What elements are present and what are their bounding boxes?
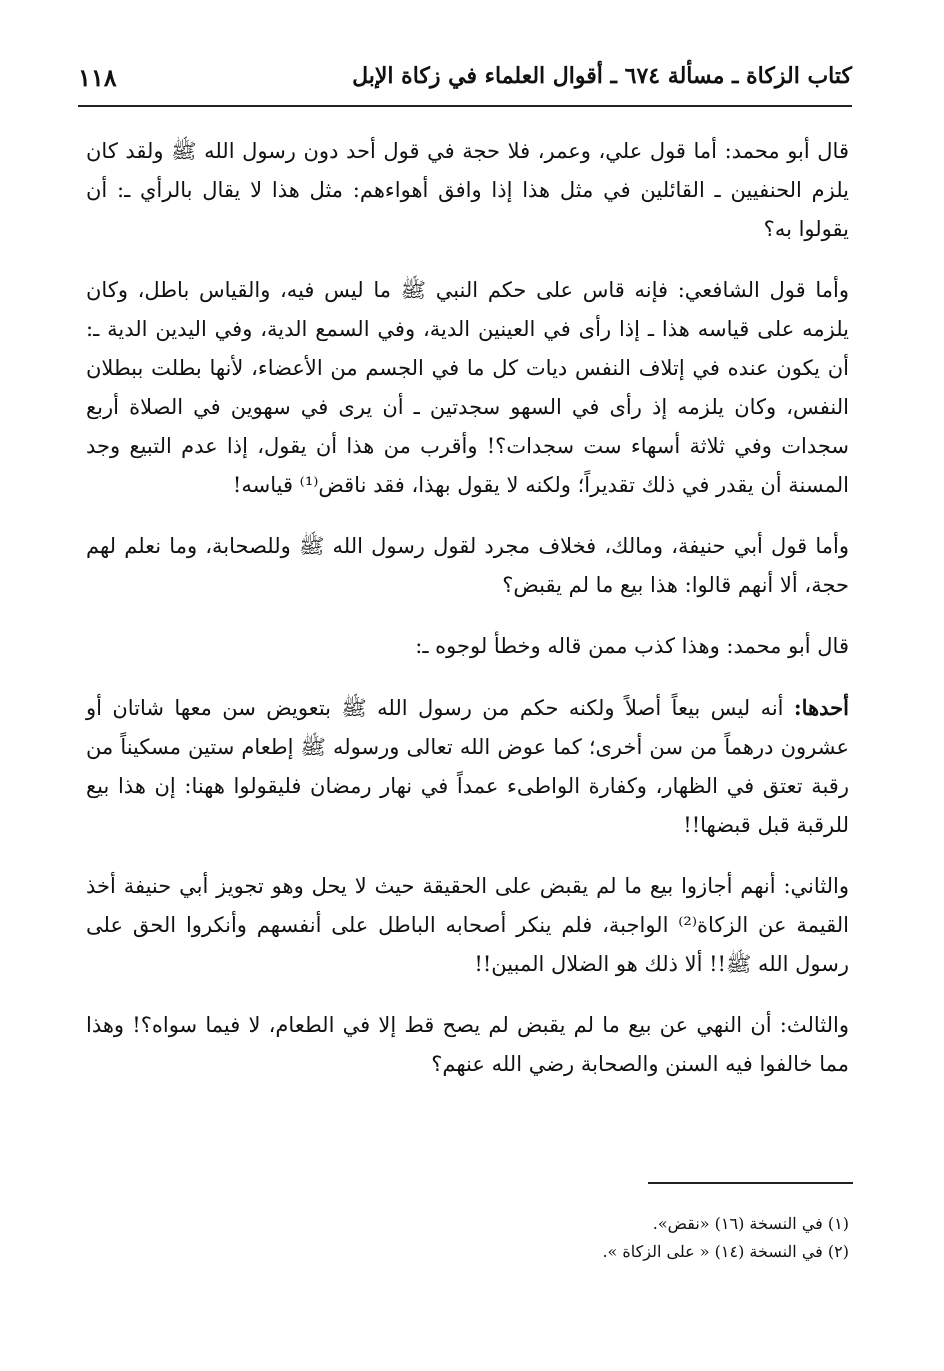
paragraph xyxy=(86,1006,849,1084)
footnote: (٢) في النسخة (١٤) « على الزكاة ». xyxy=(602,1242,849,1261)
running-header xyxy=(78,55,852,107)
header-title: كتاب الزكاة ـ مسألة ٦٧٤ ـ أقوال العلماء في زكاة الإبل xyxy=(352,63,852,89)
paragraph-text: قال أبو محمد: أما قول علي، وعمر، فلا حجة في قول أحد دون رسول الله ﷺ ولقد كان يلزم الحنفيين ـ القائلين في مثل هذا إذا وافق أهواءهم: مثل هذا لا يقال بالرأي ـ: أن يقولوا به؟ xyxy=(86,139,849,241)
paragraph-text: وأما قول أبي حنيفة، ومالك، فخلاف مجرد لقول رسول الله ﷺ وللصحابة، وما نعلم لهم حجة، ألا أنهم قالوا: هذا بيع ما لم يقبض؟ xyxy=(86,534,849,597)
paragraph xyxy=(86,627,849,666)
footnotes xyxy=(86,1210,849,1266)
paragraph xyxy=(86,867,849,984)
paragraph-text: وأما قول الشافعي: فإنه قاس على حكم النبي ﷺ ما ليس فيه، والقياس باطل، وكان يلزمه على قياسه هذا ـ إذا رأى في العينين الدية، وفي السمع الدية، وفي اليدين الدية ـ: أن يكون عنده في إتلاف النفس ديات كل ما في الجسم من الأعضاء، لأنها بطلت ببطلان النفس، وكان يلزمه إذ رأى في السهو سجدتين ـ أن يرى في سهوين في الصلاة أربع سجدات وفي ثلاثة أسهاء ست سجدات؟! وأقرب من هذا أن يقول، إذا عدم التبيع وجد المسنة أن يقدر في ذلك تقديراً؛ ولكنه لا يقول بهذا، فقد ناقض⁽¹⁾ قياسه! xyxy=(86,278,849,497)
footnote: (١) في النسخة (١٦) «نقض». xyxy=(652,1214,849,1233)
paragraph-text: قال أبو محمد: وهذا كذب ممن قاله وخطأ لوجوه ـ: xyxy=(415,634,849,658)
paragraph xyxy=(86,527,849,605)
paragraph xyxy=(86,688,849,845)
paragraph-text: والثالث: أن النهي عن بيع ما لم يقبض لم يصح قط إلا في الطعام، لا فيما سواه؟! وهذا مما خالفوا فيه السنن والصحابة رضي الله عنهم؟ xyxy=(86,1013,849,1076)
footnote-divider xyxy=(648,1182,853,1184)
paragraph-lead: أحدها: xyxy=(793,695,849,720)
paragraph-text: أنه ليس بيعاً أصلاً ولكنه حكم من رسول الله ﷺ بتعويض سن معها شاتان أو عشرون درهماً من سن أخرى؛ كما عوض الله تعالى ورسوله ﷺ إطعام ستين مسكيناً من رقبة تعتق في الظهار، وكفارة الواطىء عمداً في نهار رمضان فليقولوا ههنا: إن هذا بيع للرقبة قبل قبضها!! xyxy=(86,696,849,837)
paragraph-text: والثاني: أنهم أجازوا بيع ما لم يقبض على الحقيقة حيث لا يحل وهو تجويز أبي حنيفة أخذ القيمة عن الزكاة⁽²⁾ الواجبة، فلم ينكر أصحابه الباطل على أنفسهم وأنكروا الحق على رسول الله ﷺ!! ألا ذلك هو الضلال المبين!! xyxy=(86,874,849,976)
paragraph xyxy=(86,132,849,249)
main-text xyxy=(86,132,849,1106)
paragraph xyxy=(86,271,849,505)
page-number: ١١٨ xyxy=(78,63,117,92)
